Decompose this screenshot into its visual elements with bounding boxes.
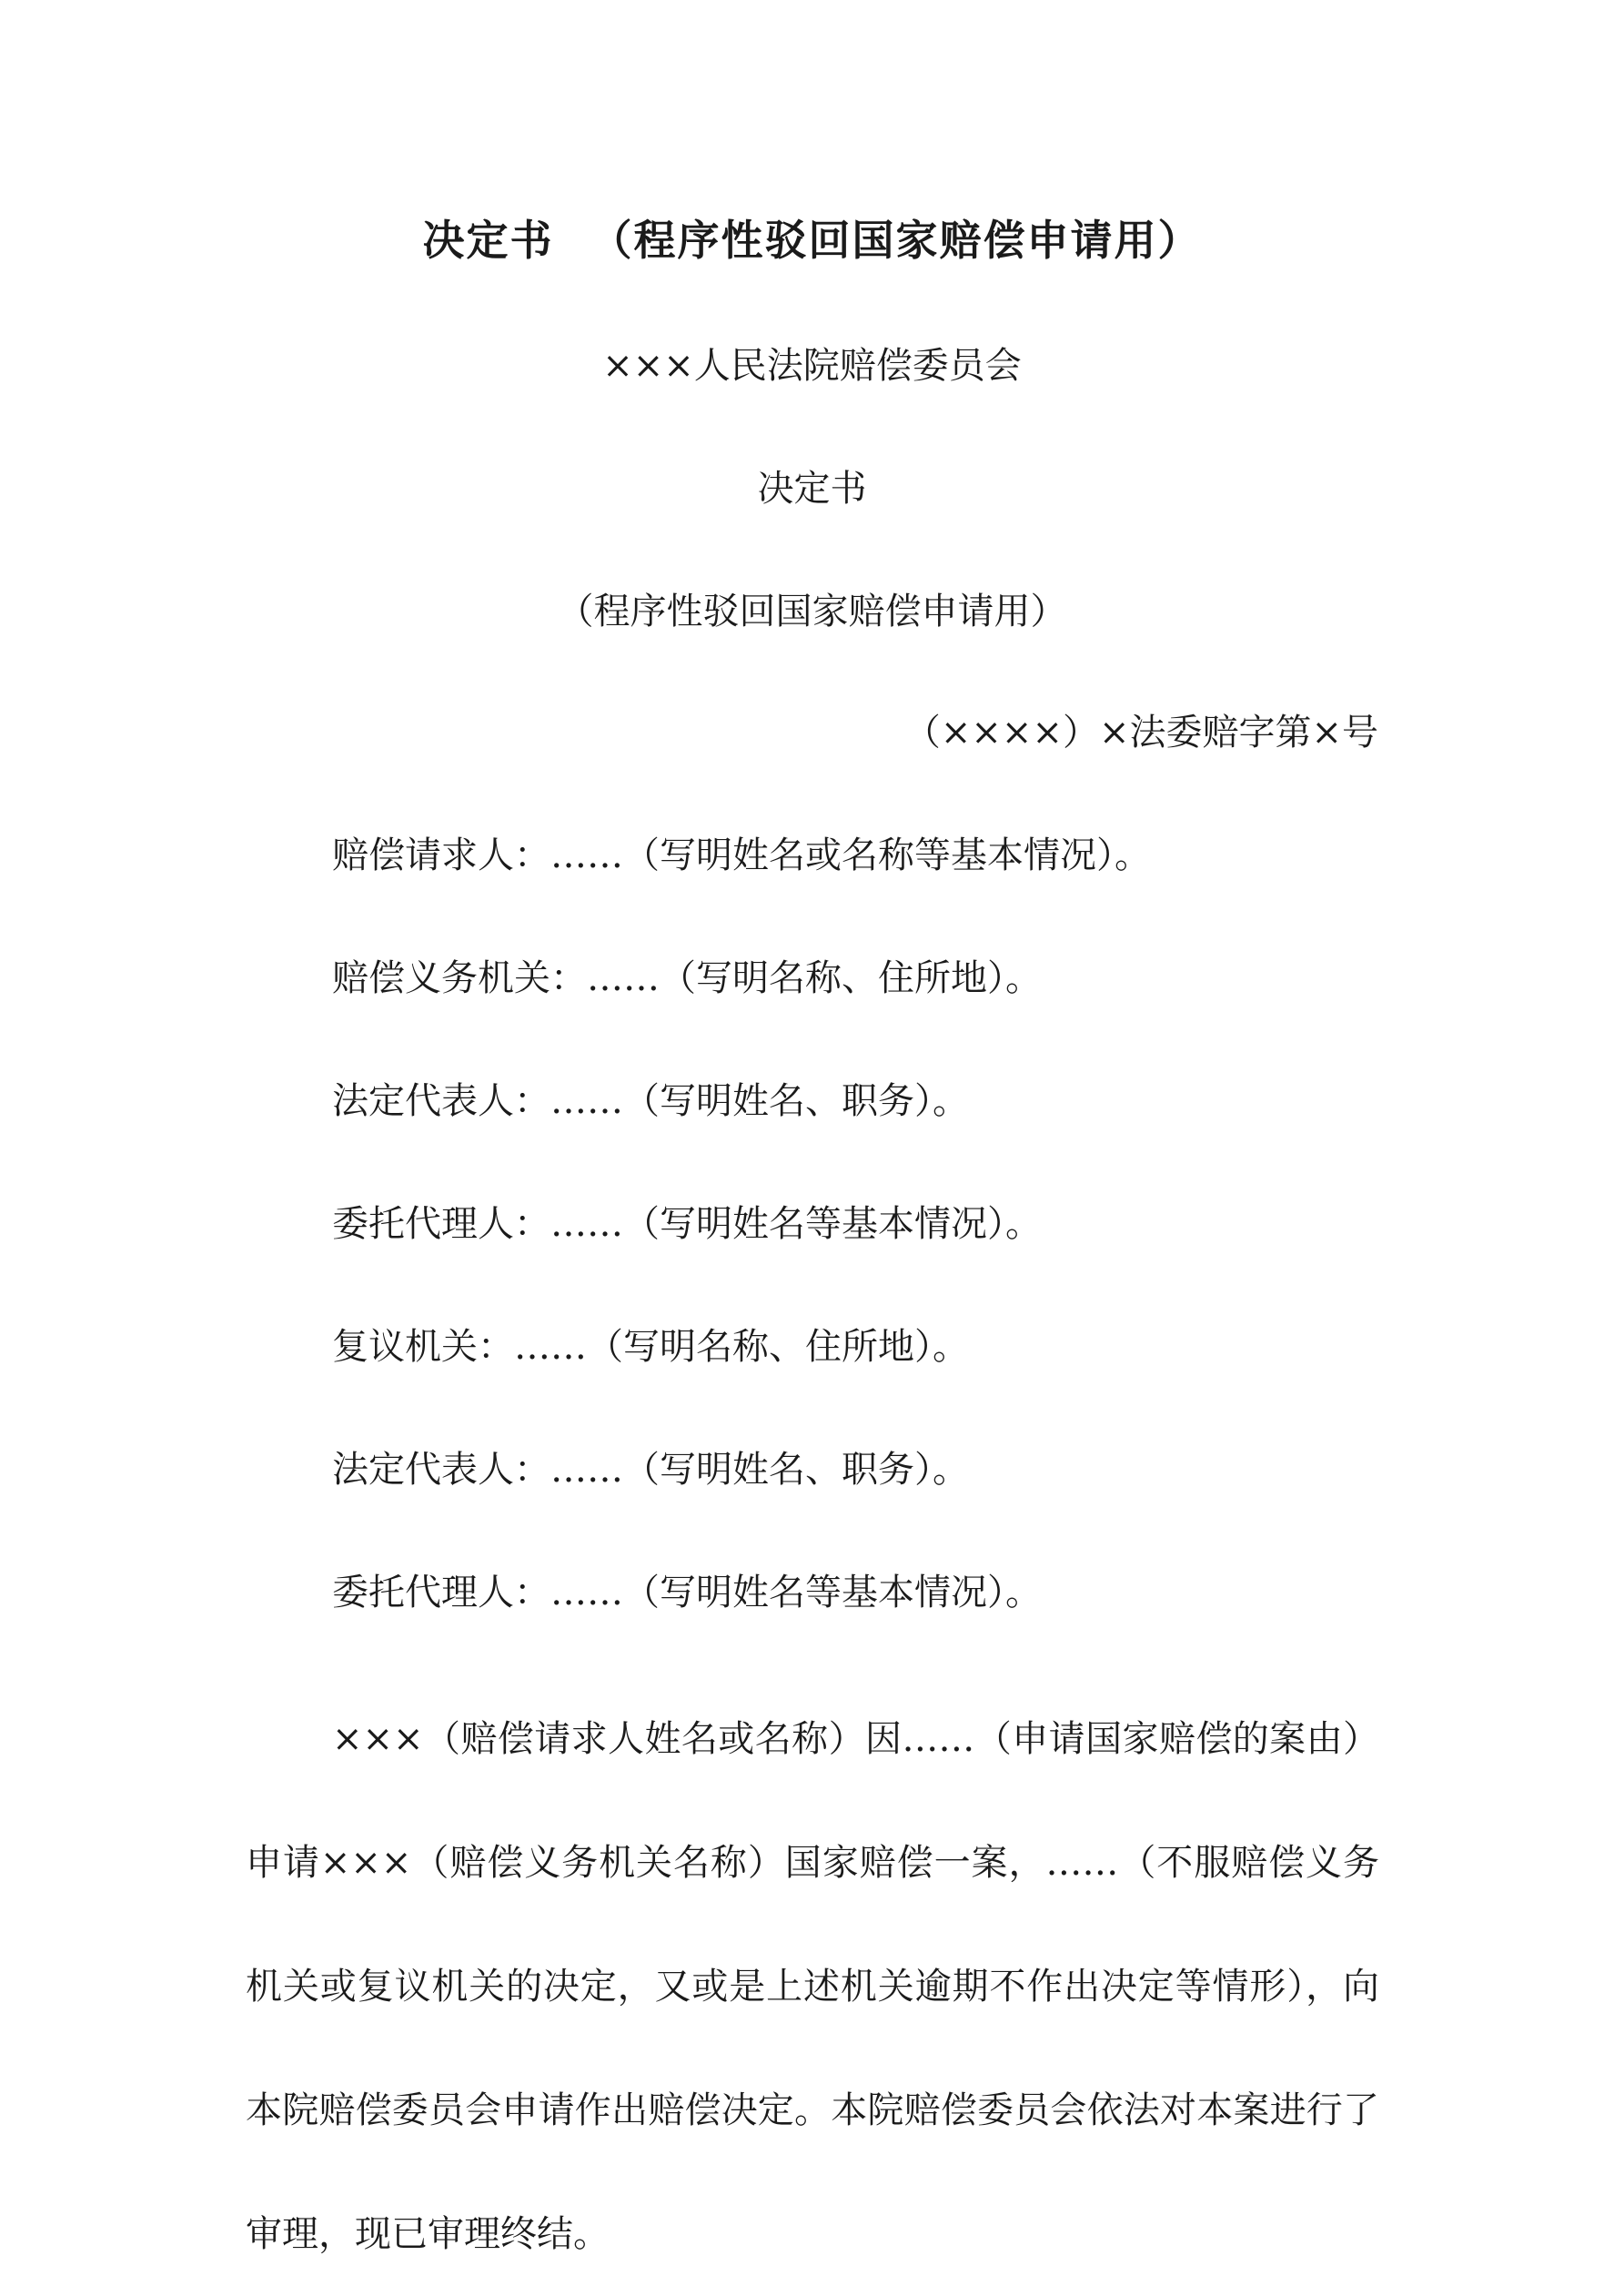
- party-claimant: 赔偿请求人：……（写明姓名或名称等基本情况）。: [332, 834, 1151, 876]
- court-name: ×××人民法院赔偿委员会: [602, 345, 1022, 387]
- document-title: [0, 207, 1624, 268]
- doc-subtitle: （程序性驳回国家赔偿申请用）: [557, 591, 1067, 632]
- party-obligor-agent: 委托代理人：……（写明姓名等基本情况）。: [332, 1203, 1042, 1245]
- title-main: 决定书: [422, 216, 554, 265]
- doc-type-heading: 决定书: [757, 468, 867, 510]
- party-review-authority: 复议机关：……（写明名称、住所地）。: [332, 1326, 969, 1368]
- party-obligor-representative: 法定代表人：……（写明姓名、职务）。: [332, 1080, 969, 1122]
- party-review-representative: 法定代表人：……（写明姓名、职务）。: [332, 1449, 969, 1491]
- party-review-agent: 委托代理人：……（写明姓名等基本情况）。: [332, 1572, 1042, 1613]
- party-obligor: 赔偿义务机关：……（写明名称、住所地）。: [332, 957, 1042, 999]
- body-paragraph: ×××（赔偿请求人姓名或名称）因……（申请国家赔偿的案由）申请×××（赔偿义务机关名称）国家赔偿一案，……（不服赔偿义务机关或复议机关的决定，又或是上述机关逾期不作出决定等情形），向本院赔偿委员会申请作出赔偿决定。本院赔偿委员会依法对本案进行了审理，现已审理终结。: [246, 1718, 1379, 2255]
- case-number: （××××）×法委赔字第×号: [903, 712, 1378, 754]
- title-sub: （程序性驳回国家赔偿申请用）: [590, 216, 1202, 265]
